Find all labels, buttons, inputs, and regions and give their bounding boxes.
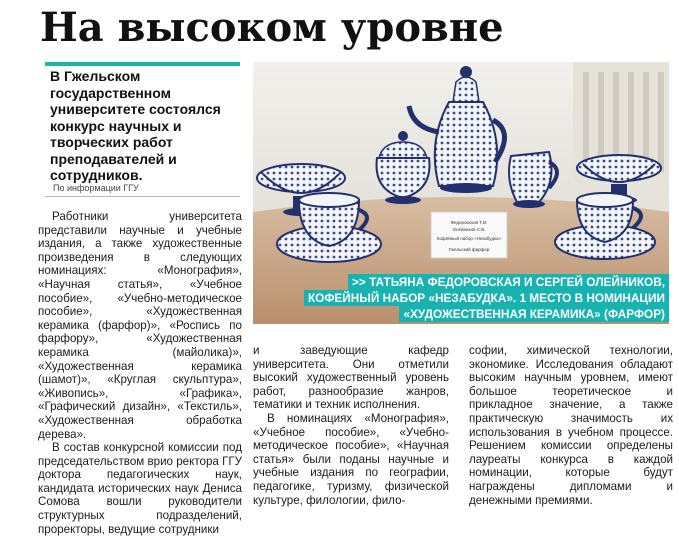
photo-caption	[304, 274, 669, 322]
caption-line: >> ТАТЬЯНА ФЕДОРОВСКАЯ И СЕРГЕЙ ОЛЕЙНИКОВ,	[348, 274, 669, 290]
paragraph: софии, химической технологии, экономике. Исследования обладают высоким научным уровнем, имеют большое теоретическое и прикладное значение, а также практическую значимость их использования в учебном процессе. Решением комиссии определены лауреаты конкурса в каждой номинации, которые будут награждены дипломами и денежными премиями.	[469, 344, 673, 507]
lead-accent-rule	[45, 62, 240, 66]
card-line: Федоровская Т.И.	[450, 220, 488, 225]
text-column-2	[253, 344, 449, 507]
paragraph: В состав конкурсной комиссии под председательством врио ректора ГГУ доктора педагогических наук, кандидата исторических наук Дениса Сомова вошли руководители структурных подразделений, проректоры, ведущие сотрудники	[38, 441, 242, 536]
card-line: Кофейный набор «Незабудка»	[436, 236, 502, 241]
article-source: По информации ГГУ	[53, 183, 139, 193]
paragraph: и заведующие кафедр университета. Они отметили высокий художественный уровень работ, разнообразие жанров, тематики и техник исполнения.	[253, 344, 449, 412]
caption-line: «ХУДОЖЕСТВЕННАЯ КЕРАМИКА» (ФАРФОР)	[399, 306, 669, 322]
article-title: На высоком уровне	[40, 4, 504, 51]
text-column-3	[469, 344, 673, 507]
paragraph: В номинациях «Монография», «Учебное пособие», «Учебно-методическое пособие», «Научная статья» были поданы научные и учебные издания по географии, педагогике, туризму, физической культуре, филологии, фило-	[253, 411, 449, 507]
source-divider	[45, 196, 240, 197]
text-column-1	[38, 210, 242, 536]
card-line: Олейников С.В.	[452, 227, 486, 232]
article-lead: В Гжельском государственном университете состоялся конкурс научных и творческих работ преподавателей и сотрудников.	[50, 68, 221, 183]
caption-line: КОФЕЙНЫЙ НАБОР «НЕЗАБУДКА». 1 МЕСТО В НОМИНАЦИИ	[304, 290, 669, 306]
card-line: Гжельский фарфор	[448, 247, 490, 252]
paragraph: Работники университета представили научные и учебные издания, а также художественные произведения в следующих номинациях: «Монография», «Научная статья», «Учебное пособие», «Учебно-методическое пособие», «Художественная керамика (фарфор)», «Роспись по фарфору», «Художественная керамика (майолика)», «Художественная керамика (шамот)», «Круглая скульптура», «Живопись», «Графика», «Графический дизайн», «Текстиль», «Художественная обработка дерева».	[38, 210, 242, 441]
